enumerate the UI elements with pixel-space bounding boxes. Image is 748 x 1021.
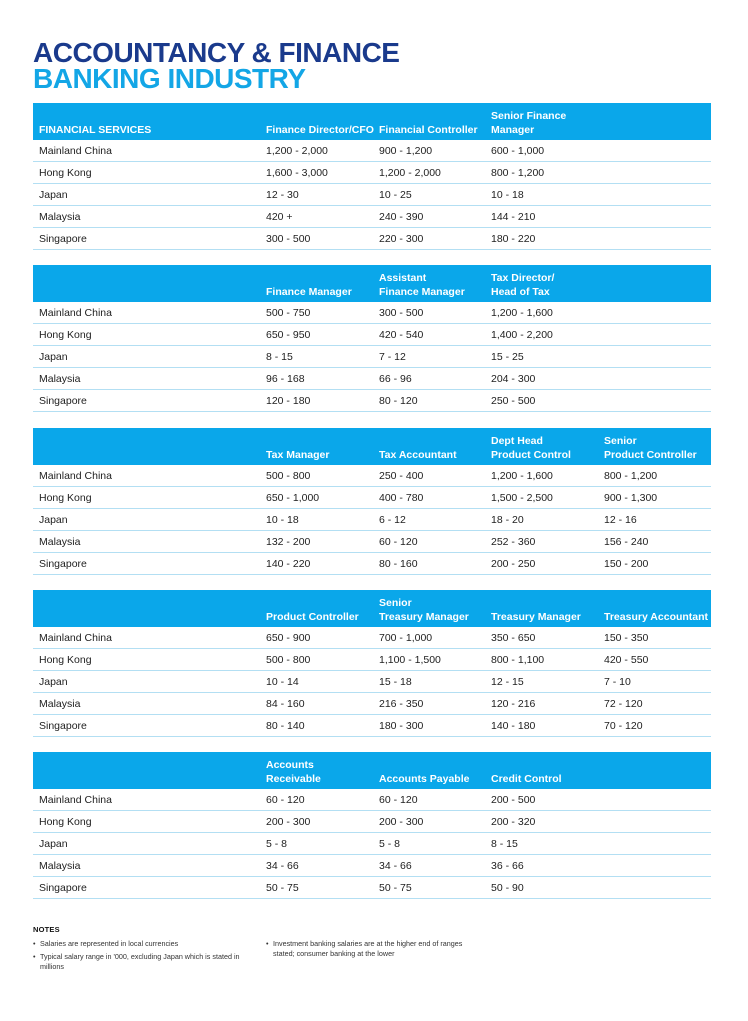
salary-cell: 180 - 300	[379, 720, 424, 732]
salary-cell: 216 - 350	[379, 698, 424, 710]
salary-cell: 220 - 300	[379, 233, 424, 245]
salary-cell: 200 - 300	[379, 816, 424, 828]
salary-cell: 66 - 96	[379, 373, 412, 385]
column-header-line: Senior Finance	[491, 110, 567, 122]
column-header	[491, 109, 566, 137]
row-label: Malaysia	[39, 536, 81, 548]
table-row	[33, 855, 711, 877]
table-row	[33, 877, 711, 899]
salary-cell: 60 - 120	[379, 794, 418, 806]
salary-cell: 600 - 1,000	[491, 145, 545, 157]
column-header-line: Financial Controller	[379, 124, 478, 136]
row-label: Malaysia	[39, 860, 81, 872]
salary-cell: 12 - 30	[266, 189, 299, 201]
salary-cell: 10 - 18	[491, 189, 524, 201]
row-label: Japan	[39, 189, 68, 201]
salary-cell: 84 - 160	[266, 698, 305, 710]
salary-cell: 900 - 1,300	[604, 492, 658, 504]
row-label: Malaysia	[39, 698, 81, 710]
column-header-line: Product Control	[491, 449, 571, 461]
row-label: Mainland China	[39, 145, 112, 157]
column-header-line: Tax Accountant	[379, 449, 457, 461]
table-row	[33, 368, 711, 390]
salary-cell: 50 - 90	[491, 882, 524, 894]
column-header	[491, 610, 581, 624]
table-row	[33, 531, 711, 553]
row-label: Japan	[39, 838, 68, 850]
table-header	[33, 103, 711, 140]
column-header	[491, 434, 571, 462]
row-label: Hong Kong	[39, 816, 92, 828]
row-label: Hong Kong	[39, 654, 92, 666]
column-header-line: Credit Control	[491, 773, 562, 785]
column-header	[266, 758, 321, 786]
salary-cell: 250 - 400	[379, 470, 424, 482]
salary-cell: 10 - 25	[379, 189, 412, 201]
row-label: Mainland China	[39, 307, 112, 319]
salary-cell: 252 - 360	[491, 536, 536, 548]
salary-cell: 800 - 1,100	[491, 654, 545, 666]
row-label: Japan	[39, 514, 68, 526]
column-header	[379, 772, 469, 786]
salary-cell: 60 - 120	[266, 794, 305, 806]
salary-cell: 8 - 15	[266, 351, 293, 363]
table-row	[33, 627, 711, 649]
table-header	[33, 590, 711, 627]
row-label: Singapore	[39, 882, 87, 894]
table-row	[33, 693, 711, 715]
table-row	[33, 206, 711, 228]
column-header-line: Tax Director/	[491, 272, 555, 284]
table-row	[33, 346, 711, 368]
salary-cell: 1,200 - 2,000	[266, 145, 328, 157]
salary-cell: 1,200 - 1,600	[491, 307, 553, 319]
table-row	[33, 509, 711, 531]
column-header	[604, 610, 708, 624]
row-label: Hong Kong	[39, 167, 92, 179]
salary-cell: 1,200 - 2,000	[379, 167, 441, 179]
salary-cell: 144 - 210	[491, 211, 536, 223]
salary-cell: 400 - 780	[379, 492, 424, 504]
column-header	[266, 123, 374, 137]
salary-cell: 34 - 66	[379, 860, 412, 872]
salary-cell: 1,600 - 3,000	[266, 167, 328, 179]
salary-cell: 200 - 320	[491, 816, 536, 828]
notes-left-column	[33, 939, 248, 975]
salary-table	[33, 752, 711, 899]
salary-cell: 80 - 140	[266, 720, 305, 732]
salary-cell: 120 - 216	[491, 698, 536, 710]
salary-cell: 300 - 500	[266, 233, 311, 245]
salary-cell: 200 - 500	[491, 794, 536, 806]
table-header	[33, 752, 711, 789]
table-row	[33, 715, 711, 737]
table-header	[33, 428, 711, 465]
salary-cell: 80 - 120	[379, 395, 418, 407]
salary-cell: 800 - 1,200	[604, 470, 658, 482]
salary-cell: 70 - 120	[604, 720, 643, 732]
column-header	[604, 434, 697, 462]
table-row	[33, 302, 711, 324]
column-header	[266, 610, 359, 624]
column-header-line: Receivable	[266, 773, 321, 785]
column-header	[379, 596, 469, 624]
salary-cell: 180 - 220	[491, 233, 536, 245]
salary-cell: 150 - 200	[604, 558, 649, 570]
salary-cell: 8 - 15	[491, 838, 518, 850]
salary-cell: 650 - 950	[266, 329, 311, 341]
column-header-line: Treasury Manager	[379, 611, 469, 623]
salary-cell: 36 - 66	[491, 860, 524, 872]
table-row	[33, 228, 711, 250]
table-row	[33, 140, 711, 162]
salary-cell: 150 - 350	[604, 632, 649, 644]
column-header-line: Manager	[491, 124, 535, 136]
salary-cell: 7 - 12	[379, 351, 406, 363]
row-label: Singapore	[39, 558, 87, 570]
salary-cell: 7 - 10	[604, 676, 631, 688]
row-label: Japan	[39, 351, 68, 363]
salary-cell: 6 - 12	[379, 514, 406, 526]
table-row	[33, 811, 711, 833]
notes-section	[33, 925, 493, 971]
salary-cell: 650 - 1,000	[266, 492, 320, 504]
salary-table	[33, 428, 711, 575]
page-title-line2: BANKING INDUSTRY	[33, 63, 306, 94]
column-header	[379, 271, 465, 299]
salary-table	[33, 590, 711, 737]
salary-cell: 420 - 540	[379, 329, 424, 341]
salary-cell: 900 - 1,200	[379, 145, 433, 157]
column-header-line: Accounts Payable	[379, 773, 470, 785]
salary-cell: 15 - 25	[491, 351, 524, 363]
salary-cell: 240 - 390	[379, 211, 424, 223]
column-header	[379, 448, 457, 462]
salary-cell: 15 - 18	[379, 676, 412, 688]
salary-cell: 34 - 66	[266, 860, 299, 872]
table-row	[33, 390, 711, 412]
salary-cell: 5 - 8	[379, 838, 401, 850]
row-label: Mainland China	[39, 632, 112, 644]
salary-cell: 132 - 200	[266, 536, 311, 548]
salary-cell: 140 - 220	[266, 558, 311, 570]
table-row	[33, 789, 711, 811]
row-label: Mainland China	[39, 470, 112, 482]
row-label: Malaysia	[39, 373, 81, 385]
column-header	[266, 448, 329, 462]
salary-cell: 50 - 75	[379, 882, 412, 894]
column-header-line: Senior	[604, 435, 637, 447]
salary-table	[33, 265, 711, 412]
column-header-line: Product Controller	[266, 611, 359, 623]
table-row	[33, 671, 711, 693]
salary-cell: 420 +	[266, 211, 293, 223]
salary-cell: 1,500 - 2,500	[491, 492, 553, 504]
notes-right-column	[266, 939, 481, 962]
salary-cell: 204 - 300	[491, 373, 536, 385]
row-label: Singapore	[39, 233, 87, 245]
note-item: • Salaries are represented in local currencies	[33, 939, 248, 949]
salary-cell: 120 - 180	[266, 395, 311, 407]
table-row	[33, 487, 711, 509]
table-row	[33, 553, 711, 575]
column-header-line: FINANCIAL SERVICES	[39, 124, 152, 136]
salary-cell: 50 - 75	[266, 882, 299, 894]
row-label: Singapore	[39, 395, 87, 407]
salary-cell: 300 - 500	[379, 307, 424, 319]
table-row	[33, 162, 711, 184]
table-row	[33, 184, 711, 206]
column-header-line: Finance Manager	[379, 286, 465, 298]
salary-cell: 500 - 800	[266, 654, 311, 666]
column-header-line: Tax Manager	[266, 449, 330, 461]
salary-cell: 80 - 160	[379, 558, 418, 570]
salary-cell: 420 - 550	[604, 654, 649, 666]
row-label: Hong Kong	[39, 492, 92, 504]
salary-cell: 500 - 800	[266, 470, 311, 482]
column-header	[39, 123, 151, 137]
salary-cell: 350 - 650	[491, 632, 536, 644]
column-header-line: Treasury Manager	[491, 611, 581, 623]
salary-cell: 12 - 16	[604, 514, 637, 526]
table-row	[33, 833, 711, 855]
row-label: Malaysia	[39, 211, 81, 223]
column-header	[266, 285, 352, 299]
salary-cell: 60 - 120	[379, 536, 418, 548]
column-header-line: Assistant	[379, 272, 427, 284]
salary-cell: 72 - 120	[604, 698, 643, 710]
salary-cell: 1,400 - 2,200	[491, 329, 553, 341]
salary-cell: 140 - 180	[491, 720, 536, 732]
column-header-line: Senior	[379, 597, 412, 609]
salary-cell: 10 - 18	[266, 514, 299, 526]
row-label: Hong Kong	[39, 329, 92, 341]
salary-cell: 200 - 300	[266, 816, 311, 828]
salary-cell: 200 - 250	[491, 558, 536, 570]
table-header	[33, 265, 711, 302]
table-row	[33, 465, 711, 487]
salary-cell: 5 - 8	[266, 838, 288, 850]
salary-cell: 650 - 900	[266, 632, 311, 644]
note-item: • Typical salary range in '000, excluding Japan which is stated in millions	[33, 952, 248, 972]
salary-cell: 800 - 1,200	[491, 167, 545, 179]
column-header-line: Head of Tax	[491, 286, 550, 298]
column-header	[491, 772, 562, 786]
column-header	[491, 271, 554, 299]
column-header-line: Finance Manager	[266, 286, 352, 298]
notes-title: NOTES	[33, 925, 60, 934]
salary-cell: 1,100 - 1,500	[379, 654, 441, 666]
column-header-line: Dept Head	[491, 435, 543, 447]
column-header-line: Accounts	[266, 759, 314, 771]
salary-cell: 1,200 - 1,600	[491, 470, 553, 482]
page-title-line1: ACCOUNTANCY & FINANCE	[33, 37, 400, 68]
column-header-line: Finance Director/CFO	[266, 124, 374, 136]
salary-cell: 18 - 20	[491, 514, 524, 526]
salary-cell: 12 - 15	[491, 676, 524, 688]
row-label: Mainland China	[39, 794, 112, 806]
table-row	[33, 649, 711, 671]
salary-cell: 156 - 240	[604, 536, 649, 548]
salary-cell: 250 - 500	[491, 395, 536, 407]
note-item: • Investment banking salaries are at the higher end of ranges stated; consumer banking at the lower	[266, 939, 481, 959]
salary-cell: 700 - 1,000	[379, 632, 433, 644]
table-row	[33, 324, 711, 346]
row-label: Singapore	[39, 720, 87, 732]
column-header-line: Product Controller	[604, 449, 697, 461]
column-header	[379, 123, 478, 137]
row-label: Japan	[39, 676, 68, 688]
salary-cell: 10 - 14	[266, 676, 299, 688]
salary-table	[33, 103, 711, 250]
column-header-line: Treasury Accountant	[604, 611, 709, 623]
salary-cell: 96 - 168	[266, 373, 305, 385]
salary-cell: 500 - 750	[266, 307, 311, 319]
